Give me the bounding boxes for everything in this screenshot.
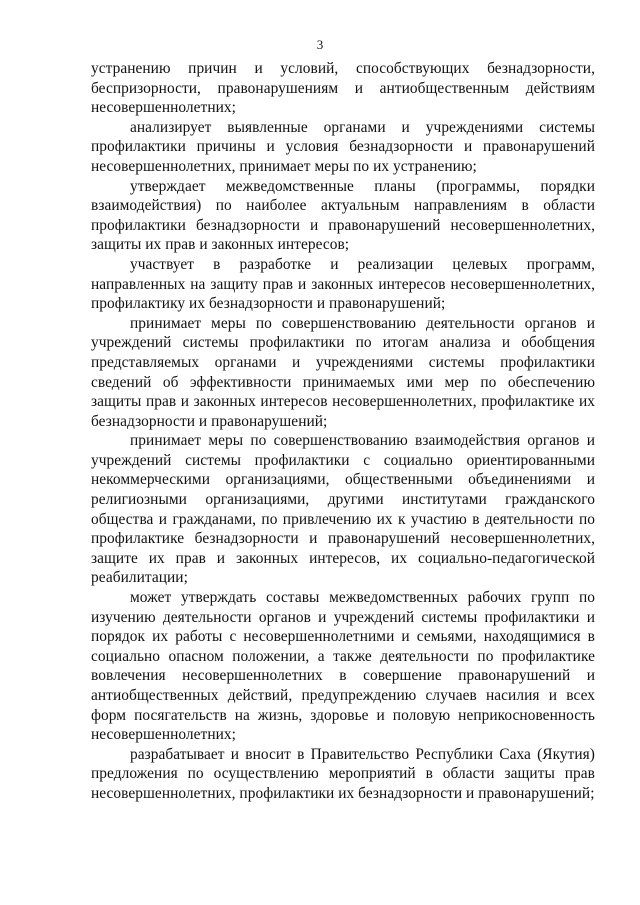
paragraph: принимает меры по совершенствованию взаимодействия органов и учреждений системы профилактики с социально ориентированными некоммерческими организациями, общественными объединениями и религиозными организациями, другими институтами гражданского общества и гражданами, по привлечению их к участию в деятельности по профилактике безнадзорности и правонарушений несовершеннолетних, защите их прав и законных интересов, их социально-педагогической реабилитации; [91,432,595,587]
paragraph: анализирует выявленные органами и учреждениями системы профилактики причины и условия безнадзорности и правонарушений несовершеннолетних, принимает меры по их устранению; [91,118,595,175]
paragraph: участвует в разработке и реализации целевых программ, направленных на защиту прав и законных интересов несовершеннолетних, профилактику их безнадзорности и правонарушений; [91,255,595,313]
paragraph: разрабатывает и вносит в Правительство Республики Саха (Якутия) предложения по осуществлению мероприятий в области защиты прав несовершеннолетних, профилактики их безнадзорности и правонарушений; [91,745,595,802]
page-number: 3 [316,37,324,52]
paragraph: утверждает межведомственные планы (программы, порядки взаимодействия) по наиболее актуальным направлениям в области профилактики безнадзорности и правонарушений несовершеннолетних, защиты их прав и законных интересов; [91,177,595,254]
paragraph: устранению причин и условий, способствующих безнадзорности, беспризорности, правонарушениям и антиобщественным действиям несовершеннолетних; [91,60,595,117]
document-body [91,59,595,804]
paragraph: принимает меры по совершенствованию деятельности органов и учреждений системы профилактики по итогам анализа и обобщения представляемых органами и учреждениями системы профилактики сведений об эффективности принимаемых ими мер по обеспечению защиты прав и законных интересов несовершеннолетних, профилактике их безнадзорности и правонарушений; [91,314,595,430]
paragraph: может утверждать составы межведомственных рабочих групп по изучению деятельности органов и учреждений системы профилактики и порядок их работы с несовершеннолетними и семьями, находящимися в социально опасном положении, а также деятельности по профилактике вовлечения несовершеннолетних в совершение правонарушений и антиобщественных действий, предупреждению случаев насилия и всех форм посягательств на жизнь, здоровье и половую неприкосновенность несовершеннолетних; [91,589,595,744]
